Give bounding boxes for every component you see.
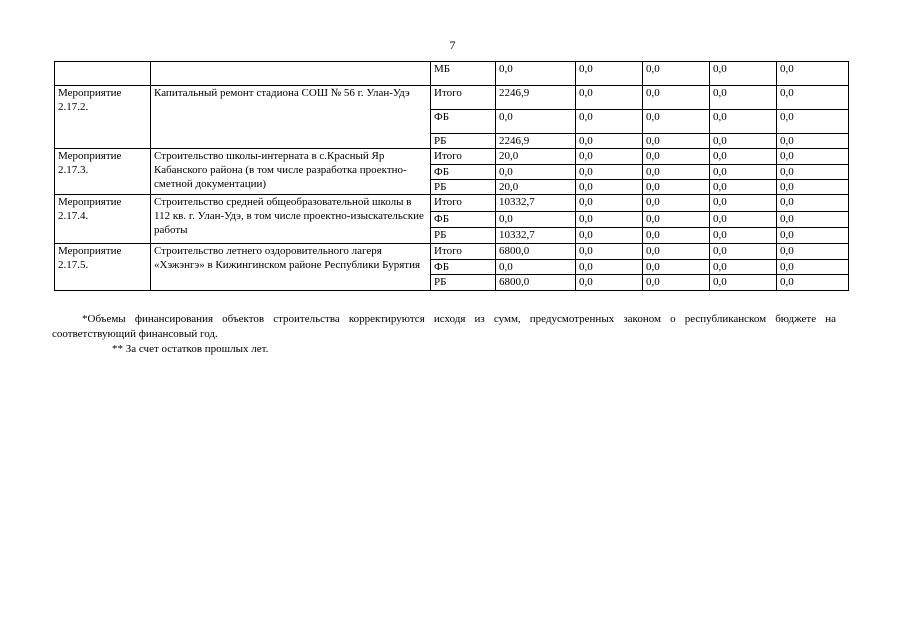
footnote-funding: *Объемы финансирования объектов строительства корректируются исходя из сумм, предусмотренных законом о республиканском бюджете на соответствующий финансовый год. <box>52 313 836 340</box>
footnotes <box>52 312 836 357</box>
value-cell: 0,0 <box>710 244 777 260</box>
value-cell: 0,0 <box>710 180 777 195</box>
value-cell: 0,0 <box>777 165 849 180</box>
value-cell: 0,0 <box>643 149 710 165</box>
value-cell: 0,0 <box>576 165 643 180</box>
value-cell: 0,0 <box>576 134 643 149</box>
value-cell: 0,0 <box>710 212 777 228</box>
value-cell: 0,0 <box>576 228 643 244</box>
code-cell: Мероприятие 2.17.2. <box>55 86 151 149</box>
source-cell: ФБ <box>431 212 496 228</box>
value-cell: 0,0 <box>643 165 710 180</box>
value-cell: 0,0 <box>710 62 777 86</box>
value-cell: 0,0 <box>643 180 710 195</box>
value-cell: 0,0 <box>777 260 849 275</box>
value-cell: 0,0 <box>576 149 643 165</box>
table-row <box>55 195 849 212</box>
code-cell: Мероприятие 2.17.5. <box>55 244 151 291</box>
value-cell: 20,0 <box>496 180 576 195</box>
value-cell: 20,0 <box>496 149 576 165</box>
value-cell: 0,0 <box>496 260 576 275</box>
value-cell: 0,0 <box>710 195 777 212</box>
value-cell: 0,0 <box>496 110 576 134</box>
value-cell: 0,0 <box>777 212 849 228</box>
table-row <box>55 244 849 260</box>
value-cell: 0,0 <box>643 86 710 110</box>
value-cell: 0,0 <box>576 275 643 291</box>
code-cell: Мероприятие 2.17.4. <box>55 195 151 244</box>
value-cell: 10332,7 <box>496 195 576 212</box>
source-cell: РБ <box>431 134 496 149</box>
value-cell: 0,0 <box>496 62 576 86</box>
value-cell: 0,0 <box>576 260 643 275</box>
source-cell: Итого <box>431 244 496 260</box>
table-row <box>55 86 849 110</box>
value-cell: 0,0 <box>710 275 777 291</box>
source-cell: РБ <box>431 275 496 291</box>
value-cell: 0,0 <box>643 260 710 275</box>
name-cell: Строительство летнего оздоровительного лагеря «Хэжэнгэ» в Кижингинском районе Республики Бурятия <box>151 244 431 291</box>
value-cell: 0,0 <box>710 228 777 244</box>
source-cell: ФБ <box>431 110 496 134</box>
value-cell: 0,0 <box>710 260 777 275</box>
value-cell: 0,0 <box>496 165 576 180</box>
value-cell: 0,0 <box>777 149 849 165</box>
value-cell: 0,0 <box>576 110 643 134</box>
value-cell: 0,0 <box>576 86 643 110</box>
value-cell: 0,0 <box>643 212 710 228</box>
value-cell: 0,0 <box>710 165 777 180</box>
source-cell: ФБ <box>431 165 496 180</box>
value-cell: 6800,0 <box>496 244 576 260</box>
value-cell: 0,0 <box>710 149 777 165</box>
name-cell <box>151 62 431 86</box>
value-cell: 0,0 <box>496 212 576 228</box>
page-number: 7 <box>449 38 456 52</box>
value-cell: 0,0 <box>576 62 643 86</box>
name-cell: Строительство средней общеобразовательной школы в 112 кв. г. Улан-Удэ, в том числе проектно-изыскательские работы <box>151 195 431 244</box>
value-cell: 0,0 <box>777 134 849 149</box>
footnote-previous-years: ** За счет остатков прошлых лет. <box>112 343 269 355</box>
value-cell: 0,0 <box>777 180 849 195</box>
financing-table <box>54 61 849 291</box>
source-cell: РБ <box>431 180 496 195</box>
value-cell: 0,0 <box>777 195 849 212</box>
value-cell: 0,0 <box>643 134 710 149</box>
value-cell: 0,0 <box>643 228 710 244</box>
value-cell: 0,0 <box>643 62 710 86</box>
value-cell: 0,0 <box>777 228 849 244</box>
name-cell: Строительство школы-интерната в с.Красный Яр Кабанского района (в том числе разработка проектно-сметной документации) <box>151 149 431 195</box>
source-cell: МБ <box>431 62 496 86</box>
value-cell: 0,0 <box>576 180 643 195</box>
value-cell: 2246,9 <box>496 134 576 149</box>
value-cell: 0,0 <box>777 110 849 134</box>
value-cell: 0,0 <box>643 195 710 212</box>
value-cell: 2246,9 <box>496 86 576 110</box>
table-row <box>55 149 849 165</box>
value-cell: 0,0 <box>643 244 710 260</box>
name-cell: Капитальный ремонт стадиона СОШ № 56 г. Улан-Удэ <box>151 86 431 149</box>
source-cell: РБ <box>431 228 496 244</box>
code-cell <box>55 62 151 86</box>
value-cell: 0,0 <box>643 275 710 291</box>
source-cell: Итого <box>431 86 496 110</box>
value-cell: 6800,0 <box>496 275 576 291</box>
table-row <box>55 62 849 86</box>
value-cell: 0,0 <box>777 86 849 110</box>
value-cell: 0,0 <box>576 244 643 260</box>
value-cell: 0,0 <box>777 244 849 260</box>
source-cell: Итого <box>431 195 496 212</box>
value-cell: 0,0 <box>710 86 777 110</box>
value-cell: 0,0 <box>576 212 643 228</box>
code-cell: Мероприятие 2.17.3. <box>55 149 151 195</box>
value-cell: 0,0 <box>777 275 849 291</box>
value-cell: 0,0 <box>643 110 710 134</box>
value-cell: 10332,7 <box>496 228 576 244</box>
value-cell: 0,0 <box>710 110 777 134</box>
value-cell: 0,0 <box>777 62 849 86</box>
value-cell: 0,0 <box>576 195 643 212</box>
source-cell: Итого <box>431 149 496 165</box>
source-cell: ФБ <box>431 260 496 275</box>
value-cell: 0,0 <box>710 134 777 149</box>
